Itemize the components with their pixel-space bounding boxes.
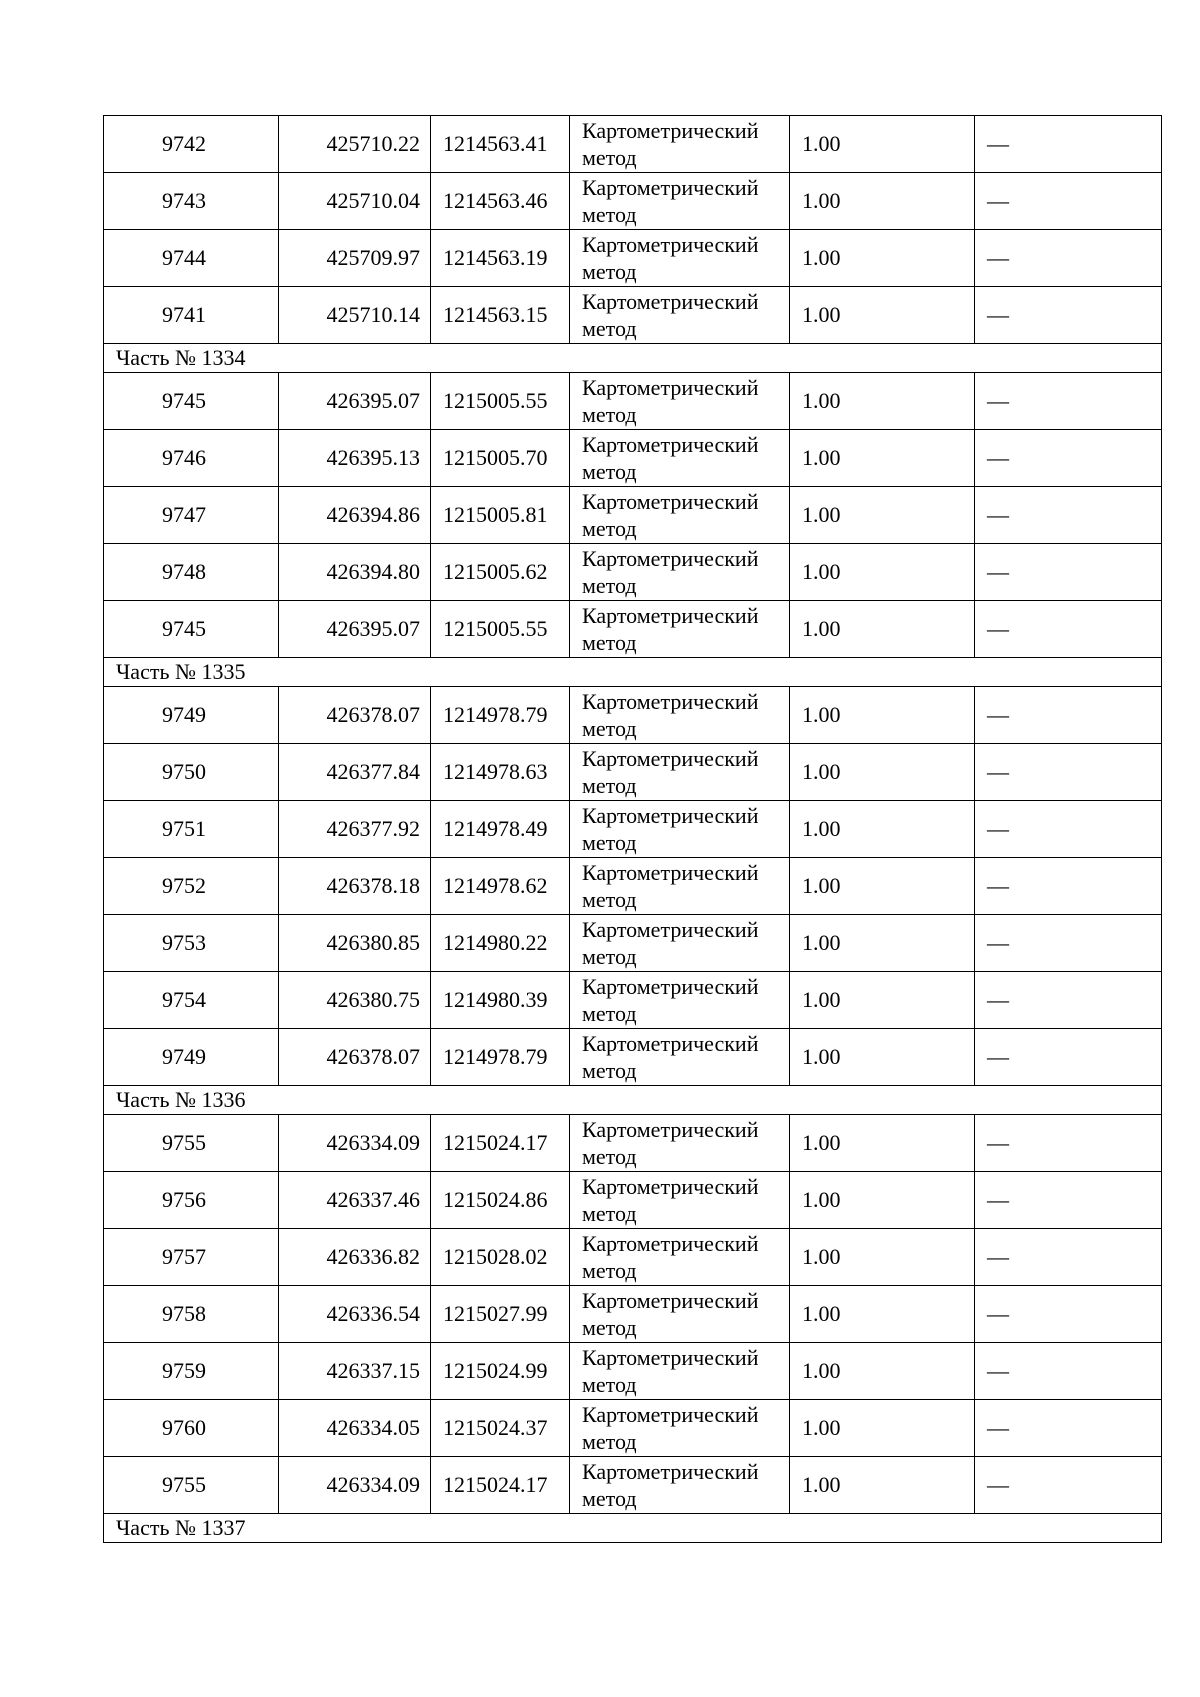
method-cell: Картометрический метод bbox=[570, 287, 790, 344]
y-coordinate-cell: 1215024.86 bbox=[431, 1172, 570, 1229]
x-coordinate-cell: 426378.07 bbox=[279, 687, 431, 744]
note-cell: — bbox=[975, 1400, 1162, 1457]
coordinates-table bbox=[103, 115, 1162, 1543]
accuracy-cell: 1.00 bbox=[790, 373, 975, 430]
note-cell: — bbox=[975, 116, 1162, 173]
section-heading: Часть № 1334 bbox=[104, 344, 1162, 373]
x-coordinate-cell: 426334.05 bbox=[279, 1400, 431, 1457]
y-coordinate-cell: 1215005.55 bbox=[431, 373, 570, 430]
y-coordinate-cell: 1215005.81 bbox=[431, 487, 570, 544]
note-cell: — bbox=[975, 173, 1162, 230]
x-coordinate-cell: 426377.84 bbox=[279, 744, 431, 801]
point-number-cell: 9756 bbox=[104, 1172, 279, 1229]
accuracy-cell: 1.00 bbox=[790, 116, 975, 173]
note-cell: — bbox=[975, 430, 1162, 487]
accuracy-cell: 1.00 bbox=[790, 687, 975, 744]
point-number-cell: 9741 bbox=[104, 287, 279, 344]
table-row bbox=[104, 230, 1162, 287]
table-row bbox=[104, 1457, 1162, 1514]
method-cell: Картометрический метод bbox=[570, 430, 790, 487]
note-cell: — bbox=[975, 1229, 1162, 1286]
table-row bbox=[104, 601, 1162, 658]
accuracy-cell: 1.00 bbox=[790, 1115, 975, 1172]
y-coordinate-cell: 1215028.02 bbox=[431, 1229, 570, 1286]
point-number-cell: 9757 bbox=[104, 1229, 279, 1286]
x-coordinate-cell: 425710.04 bbox=[279, 173, 431, 230]
x-coordinate-cell: 426336.54 bbox=[279, 1286, 431, 1343]
table-row bbox=[104, 972, 1162, 1029]
x-coordinate-cell: 426334.09 bbox=[279, 1457, 431, 1514]
accuracy-cell: 1.00 bbox=[790, 1343, 975, 1400]
method-cell: Картометрический метод bbox=[570, 801, 790, 858]
point-number-cell: 9752 bbox=[104, 858, 279, 915]
note-cell: — bbox=[975, 487, 1162, 544]
section-heading-row bbox=[104, 344, 1162, 373]
method-cell: Картометрический метод bbox=[570, 1229, 790, 1286]
note-cell: — bbox=[975, 230, 1162, 287]
accuracy-cell: 1.00 bbox=[790, 1029, 975, 1086]
point-number-cell: 9748 bbox=[104, 544, 279, 601]
note-cell: — bbox=[975, 1115, 1162, 1172]
note-cell: — bbox=[975, 915, 1162, 972]
accuracy-cell: 1.00 bbox=[790, 1286, 975, 1343]
y-coordinate-cell: 1215024.17 bbox=[431, 1457, 570, 1514]
method-cell: Картометрический метод bbox=[570, 1400, 790, 1457]
section-heading: Часть № 1337 bbox=[104, 1514, 1162, 1543]
accuracy-cell: 1.00 bbox=[790, 915, 975, 972]
y-coordinate-cell: 1214978.49 bbox=[431, 801, 570, 858]
method-cell: Картометрический метод bbox=[570, 1343, 790, 1400]
y-coordinate-cell: 1215005.70 bbox=[431, 430, 570, 487]
accuracy-cell: 1.00 bbox=[790, 430, 975, 487]
table-row bbox=[104, 173, 1162, 230]
x-coordinate-cell: 425710.14 bbox=[279, 287, 431, 344]
x-coordinate-cell: 426378.18 bbox=[279, 858, 431, 915]
method-cell: Картометрический метод bbox=[570, 687, 790, 744]
point-number-cell: 9755 bbox=[104, 1115, 279, 1172]
table-row bbox=[104, 487, 1162, 544]
point-number-cell: 9750 bbox=[104, 744, 279, 801]
point-number-cell: 9760 bbox=[104, 1400, 279, 1457]
accuracy-cell: 1.00 bbox=[790, 801, 975, 858]
accuracy-cell: 1.00 bbox=[790, 1457, 975, 1514]
note-cell: — bbox=[975, 287, 1162, 344]
accuracy-cell: 1.00 bbox=[790, 487, 975, 544]
y-coordinate-cell: 1214563.15 bbox=[431, 287, 570, 344]
table-row bbox=[104, 687, 1162, 744]
section-heading-row bbox=[104, 1514, 1162, 1543]
note-cell: — bbox=[975, 601, 1162, 658]
method-cell: Картометрический метод bbox=[570, 1029, 790, 1086]
x-coordinate-cell: 426395.07 bbox=[279, 373, 431, 430]
x-coordinate-cell: 426378.07 bbox=[279, 1029, 431, 1086]
y-coordinate-cell: 1215024.37 bbox=[431, 1400, 570, 1457]
note-cell: — bbox=[975, 744, 1162, 801]
method-cell: Картометрический метод bbox=[570, 487, 790, 544]
accuracy-cell: 1.00 bbox=[790, 1229, 975, 1286]
table-row bbox=[104, 1029, 1162, 1086]
point-number-cell: 9745 bbox=[104, 373, 279, 430]
table-row bbox=[104, 373, 1162, 430]
point-number-cell: 9753 bbox=[104, 915, 279, 972]
accuracy-cell: 1.00 bbox=[790, 1172, 975, 1229]
y-coordinate-cell: 1214563.46 bbox=[431, 173, 570, 230]
accuracy-cell: 1.00 bbox=[790, 858, 975, 915]
x-coordinate-cell: 426380.75 bbox=[279, 972, 431, 1029]
note-cell: — bbox=[975, 544, 1162, 601]
section-heading: Часть № 1335 bbox=[104, 658, 1162, 687]
point-number-cell: 9749 bbox=[104, 1029, 279, 1086]
method-cell: Картометрический метод bbox=[570, 116, 790, 173]
note-cell: — bbox=[975, 801, 1162, 858]
y-coordinate-cell: 1215005.55 bbox=[431, 601, 570, 658]
y-coordinate-cell: 1214980.39 bbox=[431, 972, 570, 1029]
method-cell: Картометрический метод bbox=[570, 601, 790, 658]
x-coordinate-cell: 425709.97 bbox=[279, 230, 431, 287]
accuracy-cell: 1.00 bbox=[790, 972, 975, 1029]
y-coordinate-cell: 1214978.79 bbox=[431, 687, 570, 744]
x-coordinate-cell: 426336.82 bbox=[279, 1229, 431, 1286]
y-coordinate-cell: 1215027.99 bbox=[431, 1286, 570, 1343]
table-row bbox=[104, 116, 1162, 173]
point-number-cell: 9754 bbox=[104, 972, 279, 1029]
table-row bbox=[104, 1172, 1162, 1229]
x-coordinate-cell: 426394.80 bbox=[279, 544, 431, 601]
method-cell: Картометрический метод bbox=[570, 1172, 790, 1229]
point-number-cell: 9746 bbox=[104, 430, 279, 487]
x-coordinate-cell: 426334.09 bbox=[279, 1115, 431, 1172]
accuracy-cell: 1.00 bbox=[790, 1400, 975, 1457]
section-heading-row bbox=[104, 1086, 1162, 1115]
point-number-cell: 9744 bbox=[104, 230, 279, 287]
table-body bbox=[104, 116, 1162, 1543]
table-row bbox=[104, 287, 1162, 344]
y-coordinate-cell: 1215024.99 bbox=[431, 1343, 570, 1400]
y-coordinate-cell: 1214978.79 bbox=[431, 1029, 570, 1086]
point-number-cell: 9747 bbox=[104, 487, 279, 544]
method-cell: Картометрический метод bbox=[570, 1115, 790, 1172]
note-cell: — bbox=[975, 687, 1162, 744]
x-coordinate-cell: 426337.46 bbox=[279, 1172, 431, 1229]
method-cell: Картометрический метод bbox=[570, 858, 790, 915]
method-cell: Картометрический метод bbox=[570, 544, 790, 601]
accuracy-cell: 1.00 bbox=[790, 744, 975, 801]
note-cell: — bbox=[975, 858, 1162, 915]
x-coordinate-cell: 426395.13 bbox=[279, 430, 431, 487]
note-cell: — bbox=[975, 1457, 1162, 1514]
note-cell: — bbox=[975, 373, 1162, 430]
accuracy-cell: 1.00 bbox=[790, 544, 975, 601]
x-coordinate-cell: 426377.92 bbox=[279, 801, 431, 858]
method-cell: Картометрический метод bbox=[570, 972, 790, 1029]
y-coordinate-cell: 1214563.41 bbox=[431, 116, 570, 173]
table-row bbox=[104, 1115, 1162, 1172]
table-row bbox=[104, 1286, 1162, 1343]
accuracy-cell: 1.00 bbox=[790, 601, 975, 658]
method-cell: Картометрический метод bbox=[570, 173, 790, 230]
table-row bbox=[104, 430, 1162, 487]
method-cell: Картометрический метод bbox=[570, 373, 790, 430]
point-number-cell: 9751 bbox=[104, 801, 279, 858]
y-coordinate-cell: 1214563.19 bbox=[431, 230, 570, 287]
point-number-cell: 9759 bbox=[104, 1343, 279, 1400]
y-coordinate-cell: 1215005.62 bbox=[431, 544, 570, 601]
note-cell: — bbox=[975, 1343, 1162, 1400]
method-cell: Картометрический метод bbox=[570, 230, 790, 287]
x-coordinate-cell: 426395.07 bbox=[279, 601, 431, 658]
y-coordinate-cell: 1215024.17 bbox=[431, 1115, 570, 1172]
method-cell: Картометрический метод bbox=[570, 744, 790, 801]
table-row bbox=[104, 744, 1162, 801]
y-coordinate-cell: 1214980.22 bbox=[431, 915, 570, 972]
section-heading-row bbox=[104, 658, 1162, 687]
table-row bbox=[104, 915, 1162, 972]
table-row bbox=[104, 1343, 1162, 1400]
x-coordinate-cell: 426380.85 bbox=[279, 915, 431, 972]
x-coordinate-cell: 426337.15 bbox=[279, 1343, 431, 1400]
x-coordinate-cell: 425710.22 bbox=[279, 116, 431, 173]
note-cell: — bbox=[975, 1286, 1162, 1343]
table-row bbox=[104, 544, 1162, 601]
point-number-cell: 9743 bbox=[104, 173, 279, 230]
table-row bbox=[104, 801, 1162, 858]
accuracy-cell: 1.00 bbox=[790, 230, 975, 287]
note-cell: — bbox=[975, 1172, 1162, 1229]
method-cell: Картометрический метод bbox=[570, 1286, 790, 1343]
table-row bbox=[104, 1229, 1162, 1286]
accuracy-cell: 1.00 bbox=[790, 173, 975, 230]
note-cell: — bbox=[975, 972, 1162, 1029]
y-coordinate-cell: 1214978.62 bbox=[431, 858, 570, 915]
table-row bbox=[104, 1400, 1162, 1457]
y-coordinate-cell: 1214978.63 bbox=[431, 744, 570, 801]
point-number-cell: 9742 bbox=[104, 116, 279, 173]
point-number-cell: 9758 bbox=[104, 1286, 279, 1343]
accuracy-cell: 1.00 bbox=[790, 287, 975, 344]
note-cell: — bbox=[975, 1029, 1162, 1086]
point-number-cell: 9755 bbox=[104, 1457, 279, 1514]
method-cell: Картометрический метод bbox=[570, 1457, 790, 1514]
table-row bbox=[104, 858, 1162, 915]
section-heading: Часть № 1336 bbox=[104, 1086, 1162, 1115]
x-coordinate-cell: 426394.86 bbox=[279, 487, 431, 544]
point-number-cell: 9745 bbox=[104, 601, 279, 658]
method-cell: Картометрический метод bbox=[570, 915, 790, 972]
point-number-cell: 9749 bbox=[104, 687, 279, 744]
